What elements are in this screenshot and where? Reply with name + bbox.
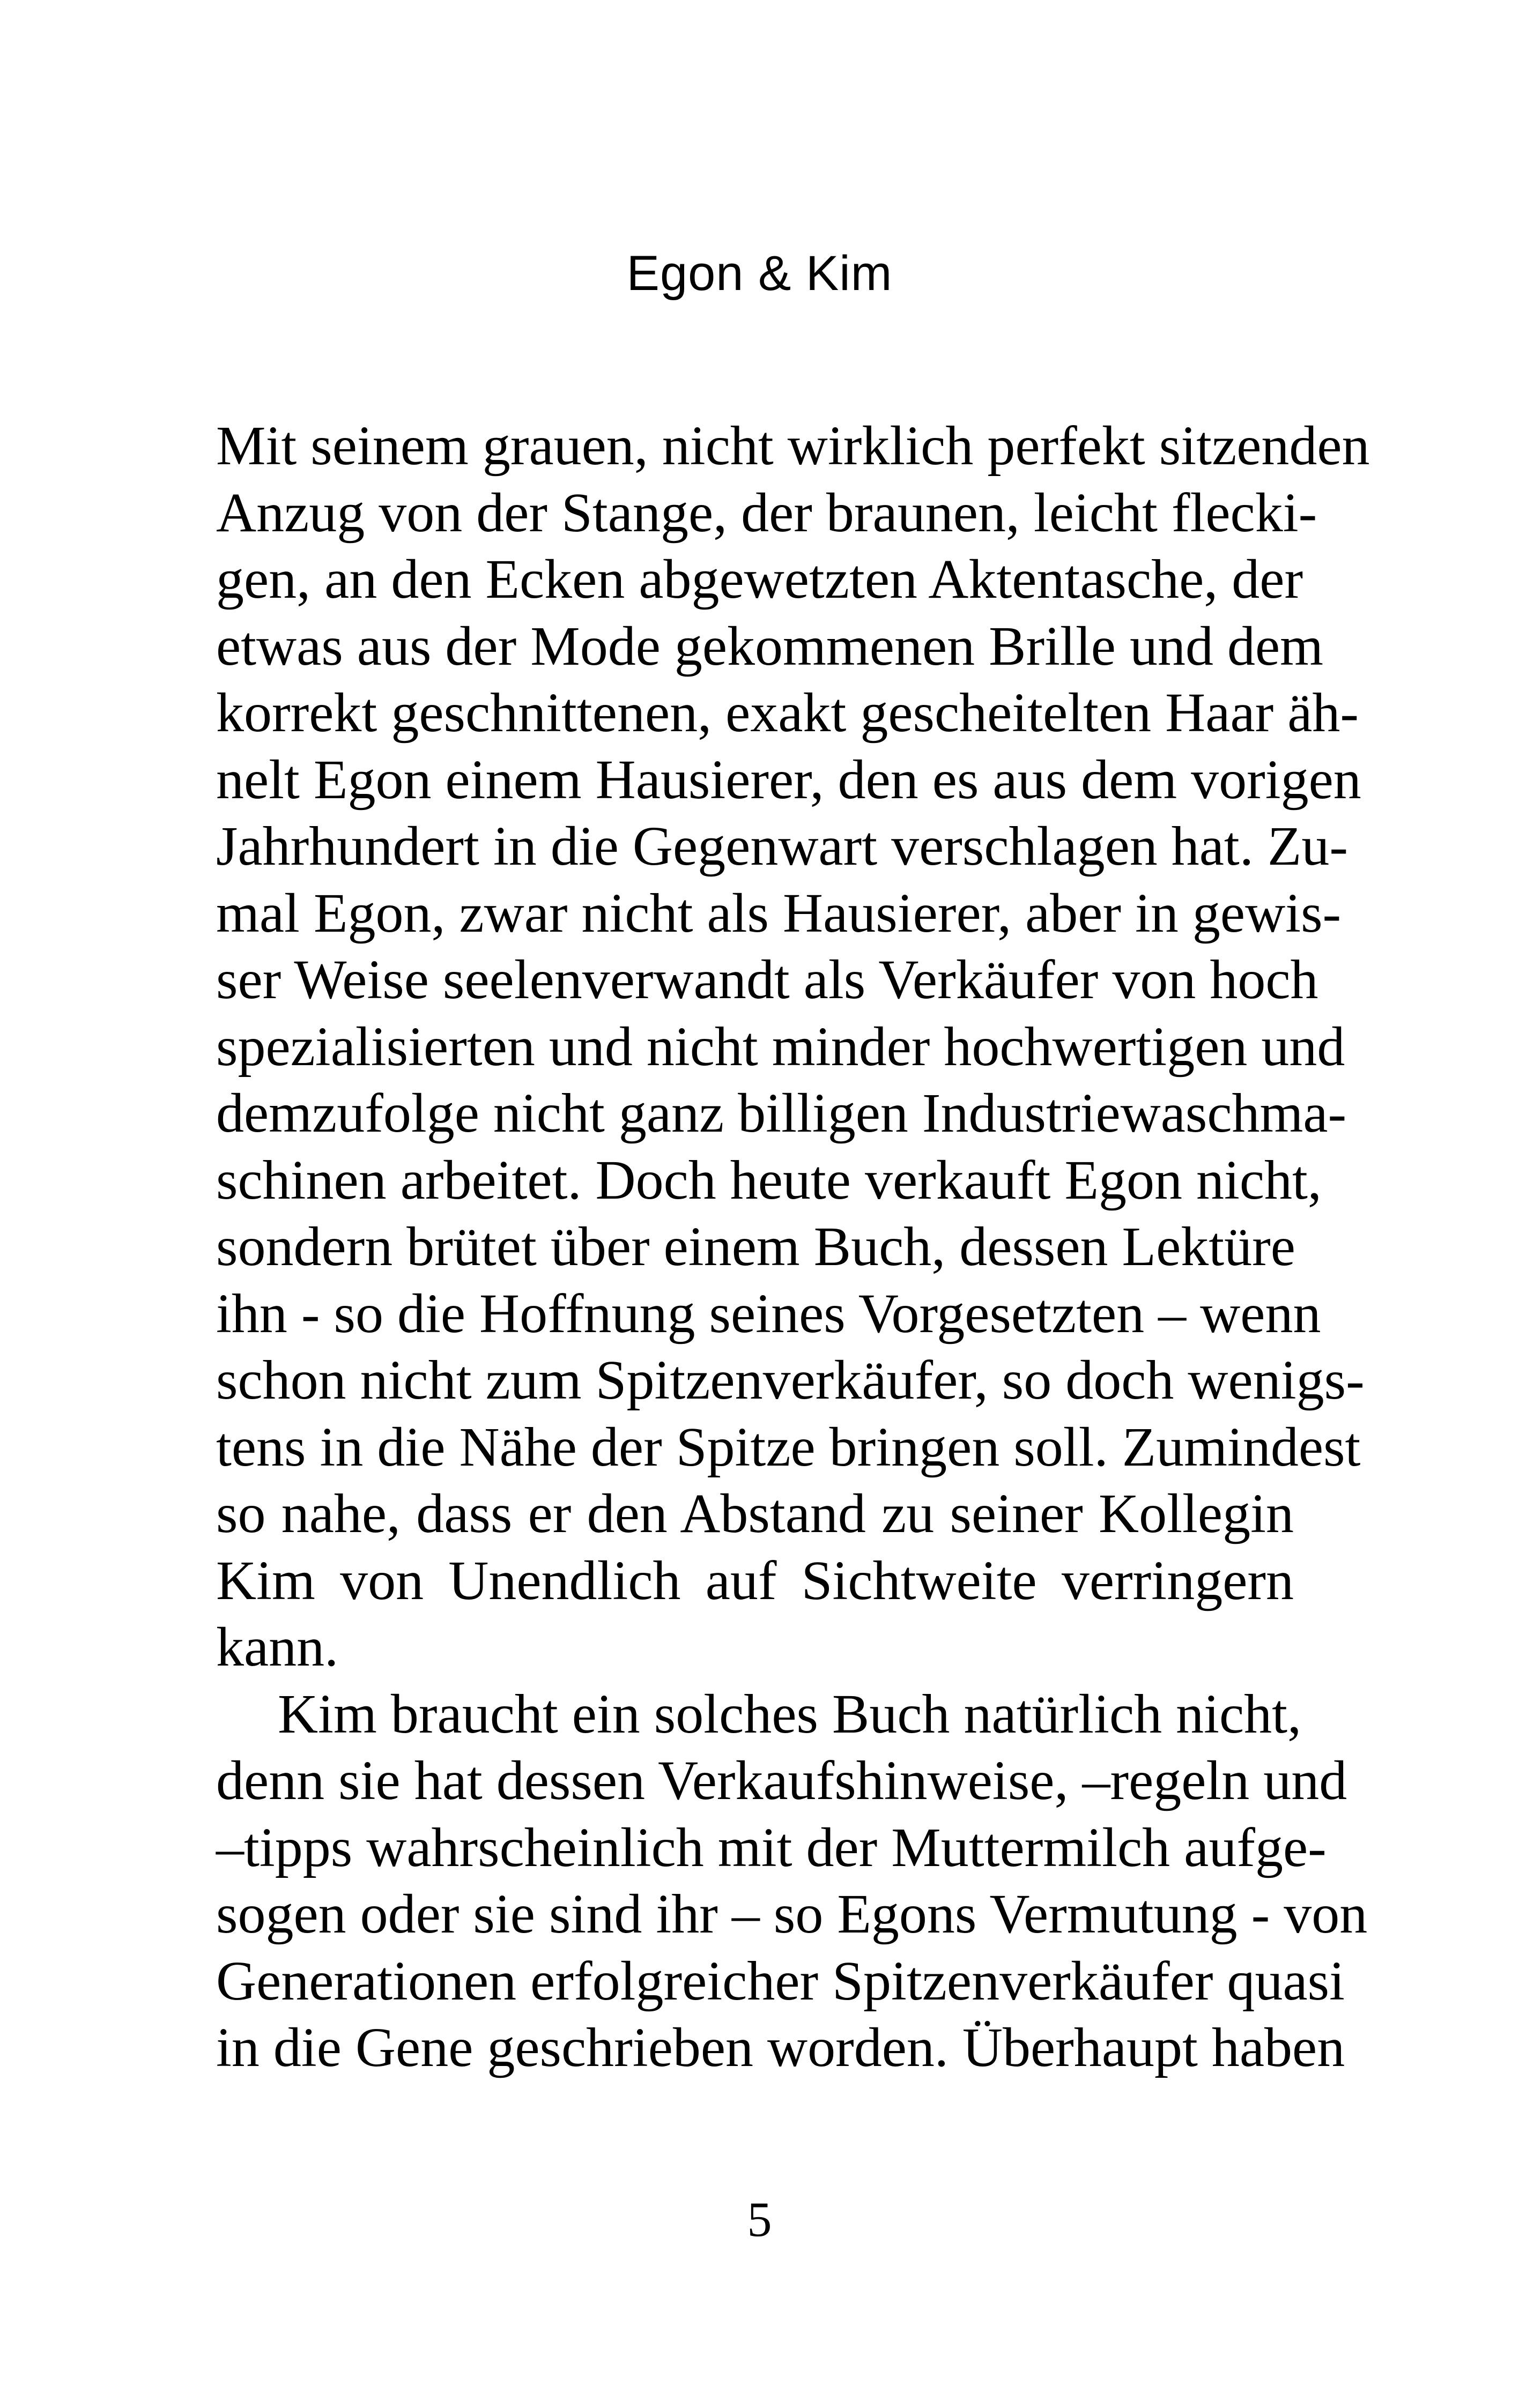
body-text <box>216 413 1370 2082</box>
text-line: gen, an den Ecken abgewetzten Aktentasche, der <box>216 548 1303 610</box>
text-line: korrekt geschnittenen, exakt gescheitelten Haar äh- <box>216 682 1359 744</box>
text-line: Anzug von der Stange, der braunen, leicht flecki- <box>216 481 1317 544</box>
text-line: ser Weise seelenverwandt als Verkäufer von hoch <box>216 949 1318 1010</box>
text-line: Jahrhundert in die Gegenwart verschlagen hat. Zu- <box>216 815 1348 877</box>
text-line: schon nicht zum Spitzenverkäufer, so doch wenigs- <box>216 1349 1365 1411</box>
text-line: tens in die Nähe der Spitze bringen soll. Zumindest <box>216 1416 1361 1478</box>
running-head: Egon & Kim <box>626 246 893 301</box>
text-line: Generationen erfolgreicher Spitzenverkäufer quasi <box>216 1950 1345 2012</box>
text-line: sondern brütet über einem Buch, dessen Lektüre <box>216 1216 1295 1277</box>
text-line: Kim braucht ein solches Buch natürlich nicht, <box>278 1683 1302 1745</box>
text-line: spezialisierten und nicht minder hochwertigen und <box>216 1015 1345 1077</box>
text-line: etwas aus der Mode gekommenen Brille und dem <box>216 615 1324 677</box>
page-number: 5 <box>747 2192 772 2247</box>
text-line: ihn - so die Hoffnung seines Vorgesetzten – wenn <box>216 1282 1321 1344</box>
text-line: demzufolge nicht ganz billigen Industriewaschma- <box>216 1082 1347 1144</box>
text-line: sogen oder sie sind ihr – so Egons Vermutung - von <box>216 1883 1368 1945</box>
text-line: Kim von Unendlich auf Sichtweite verringern <box>216 1549 1294 1611</box>
text-line: in die Gene geschrieben worden. Überhaupt haben <box>216 2017 1345 2078</box>
text-line: schinen arbeitet. Doch heute verkauft Egon nicht, <box>216 1149 1322 1211</box>
text-line: –tipps wahrscheinlich mit der Muttermilch aufge- <box>216 1816 1327 1878</box>
text-line: so nahe, dass er den Abstand zu seiner Kollegin <box>216 1483 1294 1544</box>
text-line: Mit seinem grauen, nicht wirklich perfekt sitzenden <box>216 415 1370 477</box>
text-line: mal Egon, zwar nicht als Hausierer, aber in gewis- <box>216 882 1342 944</box>
text-line: kann. <box>216 1616 339 1678</box>
text-line: nelt Egon einem Hausierer, den es aus dem vorigen <box>216 748 1361 811</box>
text-line: denn sie hat dessen Verkaufshinweise, –regeln und <box>216 1750 1347 1811</box>
